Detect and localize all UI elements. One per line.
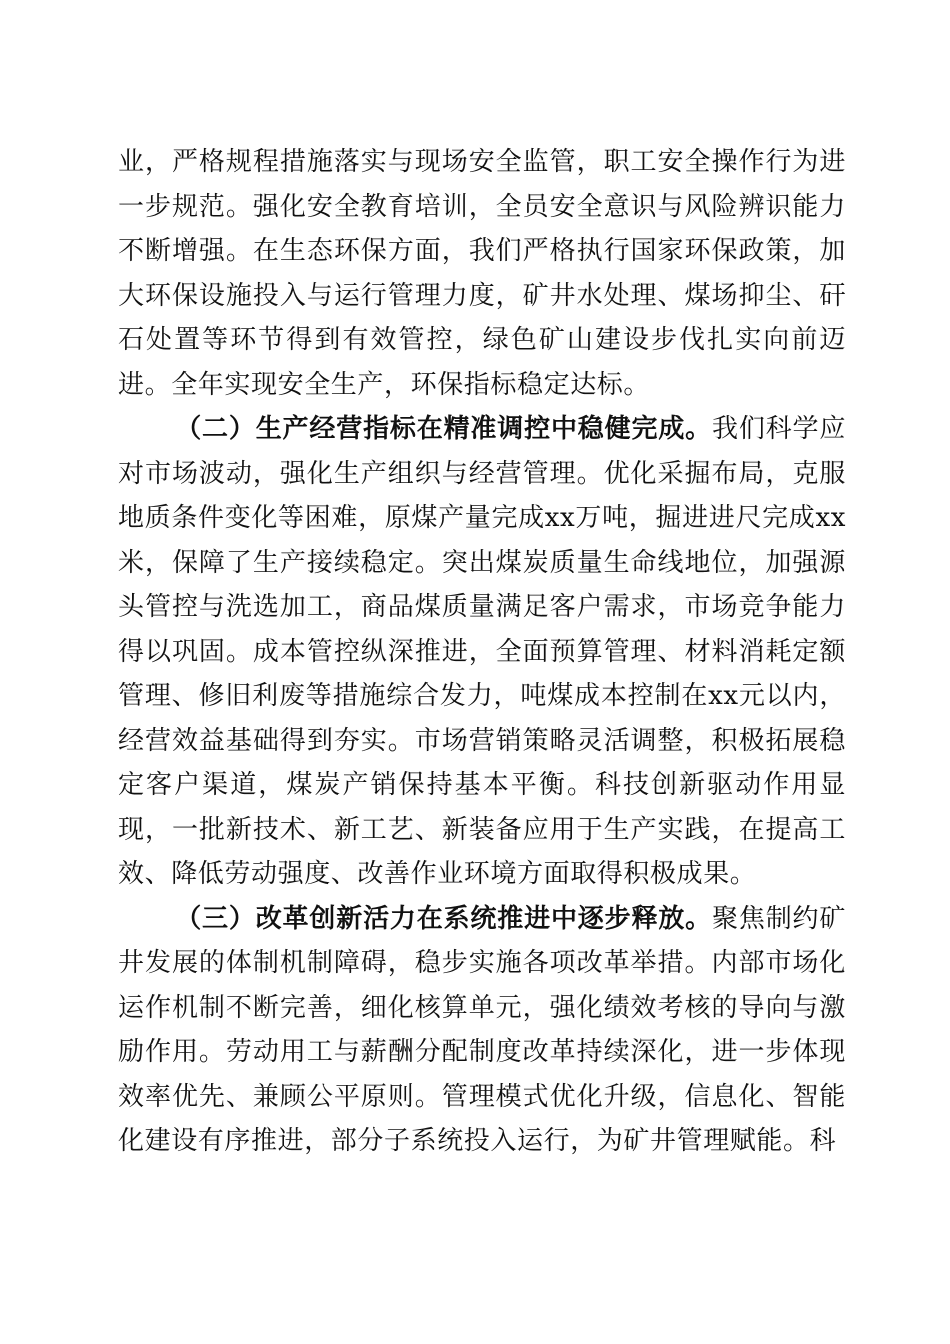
paragraph-1: [118, 140, 846, 407]
paragraph-2: [118, 407, 846, 897]
paragraph-3: [118, 897, 846, 1164]
paragraph-3-text: 聚焦制约矿井发展的体制机制障碍，稳步实施各项改革举措。内部市场化运作机制不断完善，细化核算单元，强化绩效考核的导向与激励作用。劳动用工与薪酬分配制度改革持续深化，进一步体现效率优先、兼顾公平原则。管理模式优化升级，信息化、智能化建设有序推进，部分子系统投入运行，为矿井管理赋能。科: [118, 903, 846, 1156]
paragraph-2-heading: （二）生产经营指标在精准调控中稳健完成。: [175, 414, 713, 444]
paragraph-3-heading: （三）改革创新活力在系统推进中逐步释放。: [175, 903, 713, 934]
document-body: [118, 140, 846, 1164]
paragraph-1-text: 业，严格规程措施落实与现场安全监管，职工安全操作行为进一步规范。强化安全教育培训，全员安全意识与风险辨识能力不断增强。在生态环保方面，我们严格执行国家环保政策，加大环保设施投入与运行管理力度，矿井水处理、煤场抑尘、矸石处置等环节得到有效管控，绿色矿山建设步伐扎实向前迈进。全年实现安全生产，环保指标稳定达标。: [118, 147, 846, 400]
paragraph-2-text: 我们科学应对市场波动，强化生产组织与经营管理。优化采掘布局，克服地质条件变化等困难，原煤产量完成xx万吨，掘进进尺完成xx米，保障了生产接续稳定。突出煤炭质量生命线地位，加强源头管控与洗选加工，商品煤质量满足客户需求，市场竞争能力得以巩固。成本管控纵深推进，全面预算管理、材料消耗定额管理、修旧利废等措施综合发力，吨煤成本控制在xx元以内，经营效益基础得到夯实。市场营销策略灵活调整，积极拓展稳定客户渠道，煤炭产销保持基本平衡。科技创新驱动作用显现，一批新技术、新工艺、新装备应用于生产实践，在提高工效、降低劳动强度、改善作业环境方面取得积极成果。: [118, 414, 846, 889]
